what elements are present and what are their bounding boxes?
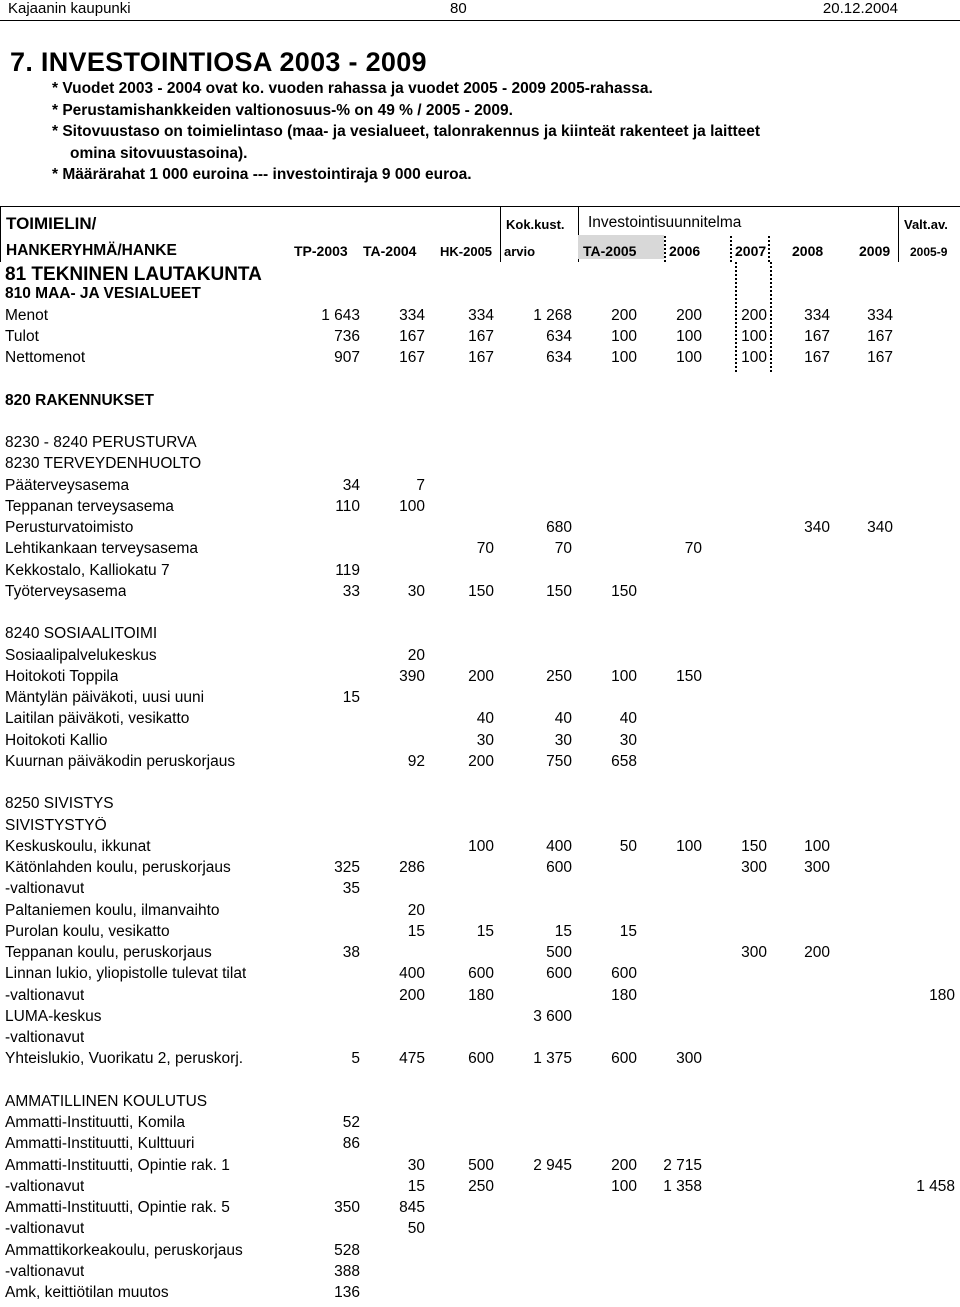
- row-label: Ammatti-Instituutti, Opintie rak. 1: [5, 1156, 230, 1174]
- col-2009: 2009: [859, 243, 891, 259]
- row-value: 325: [334, 859, 360, 876]
- row-value: 150: [468, 582, 494, 600]
- col-valtav: Valt.av.: [904, 217, 948, 232]
- row-value: 2 715: [663, 1156, 702, 1174]
- table-row: [0, 986, 960, 1007]
- col-hk2005: HK-2005: [440, 244, 493, 259]
- row-label: Nettomenot: [5, 349, 86, 366]
- row-value: 200: [611, 306, 637, 324]
- table-row: [0, 561, 960, 582]
- row-value: 2 945: [533, 1156, 572, 1174]
- note: omina sitovuustasoina).: [70, 144, 248, 162]
- row-value: 40: [619, 710, 637, 728]
- col-2007: 2007: [735, 243, 767, 259]
- row-value: 634: [546, 327, 572, 345]
- row-value: 70: [684, 540, 702, 558]
- row-value: 658: [611, 752, 637, 770]
- row-value: 180: [929, 986, 955, 1004]
- row-value: 340: [867, 519, 893, 536]
- row-value: 334: [867, 306, 893, 324]
- row-label: Amk, keittiötilan muutos: [5, 1284, 169, 1301]
- row-value: 100: [611, 349, 637, 366]
- row-label: Lehtikankaan terveysasema: [5, 540, 199, 558]
- row-value: 30: [407, 1156, 425, 1174]
- note: * Vuodet 2003 - 2004 ovat ko. vuoden rahassa ja vuodet 2005 - 2009 2005-rahassa.: [52, 80, 653, 97]
- row-label: Keskuskoulu, ikkunat: [5, 837, 151, 855]
- row-label: Mäntylän päiväkoti, uusi uuni: [5, 689, 205, 706]
- row-label: -valtionavut: [5, 1262, 85, 1280]
- table-row: [0, 624, 960, 645]
- row-value: 167: [867, 327, 893, 345]
- row-value: 167: [468, 349, 494, 366]
- row-value: 845: [399, 1199, 425, 1216]
- col-hankeryhma: HANKERYHMÄ/HANKE: [6, 242, 177, 259]
- row-value: 388: [334, 1262, 360, 1280]
- row-value: 167: [399, 327, 425, 345]
- row-value: 1 643: [321, 306, 360, 324]
- page-header: [8, 0, 898, 20]
- row-value: 300: [741, 944, 767, 961]
- table-row: [0, 667, 960, 688]
- table-row: [0, 454, 960, 475]
- row-value: 600: [468, 1050, 494, 1068]
- col-2008: 2008: [792, 243, 824, 259]
- row-label: Kätönlahden koulu, peruskorjaus: [5, 859, 231, 876]
- row-value: 33: [342, 582, 360, 600]
- row-value: 15: [476, 922, 494, 940]
- row-value: 30: [476, 731, 494, 749]
- row-value: 70: [476, 540, 494, 558]
- row-value: 100: [804, 837, 830, 855]
- row-label: 81 TEKNINEN LAUTAKUNTA: [5, 264, 262, 285]
- row-value: 907: [334, 349, 360, 366]
- header-rule: [0, 20, 960, 21]
- row-value: 167: [867, 349, 893, 366]
- row-label: SIVISTYSTYÖ: [5, 816, 107, 834]
- row-label: Tulot: [5, 327, 39, 345]
- row-label: -valtionavut: [5, 986, 85, 1004]
- row-label: Pääterveysasema: [5, 476, 130, 494]
- row-label: Yhteislukio, Vuorikatu 2, peruskorj.: [5, 1050, 244, 1068]
- row-label: Työterveysasema: [5, 582, 127, 600]
- row-value: 300: [676, 1050, 702, 1068]
- row-value: 750: [546, 752, 572, 770]
- table-row: [0, 582, 960, 603]
- table-row: [0, 369, 960, 390]
- header-page-number: 80: [450, 0, 467, 17]
- row-label: -valtionavut: [5, 1220, 85, 1238]
- row-label: Purolan koulu, vesikatto: [5, 922, 170, 940]
- row-value: 200: [804, 944, 830, 961]
- column-separator: [770, 262, 772, 372]
- row-value: 38: [342, 944, 360, 961]
- row-value: 200: [676, 306, 702, 324]
- row-label: Teppanan terveysasema: [5, 497, 174, 515]
- row-value: 680: [546, 519, 572, 536]
- row-label: Ammatti-Instituutti, Kulttuuri: [5, 1135, 195, 1153]
- table-row: [0, 306, 960, 327]
- row-value: 200: [399, 986, 425, 1004]
- table-row: [0, 646, 960, 667]
- row-value: 100: [741, 327, 767, 345]
- row-value: 136: [334, 1284, 360, 1301]
- row-value: 500: [546, 944, 572, 961]
- row-value: 300: [741, 859, 767, 876]
- row-value: 15: [407, 1177, 425, 1195]
- row-label: -valtionavut: [5, 1177, 85, 1195]
- row-label: Ammattikorkeakoulu, peruskorjaus: [5, 1241, 243, 1259]
- row-value: 5: [351, 1050, 360, 1068]
- row-value: 20: [407, 646, 425, 664]
- row-value: 15: [407, 922, 425, 940]
- table-row: [0, 837, 960, 858]
- table-row: [0, 497, 960, 518]
- row-value: 1 358: [663, 1177, 702, 1195]
- row-value: 150: [676, 667, 702, 685]
- row-value: 736: [334, 327, 360, 345]
- row-value: 70: [554, 540, 572, 558]
- table-row: [0, 1198, 960, 1219]
- row-value: 350: [334, 1199, 360, 1216]
- col-2006: 2006: [669, 243, 701, 259]
- col-toimielin: TOIMIELIN/: [6, 214, 97, 233]
- col-ta2004: TA-2004: [363, 243, 417, 259]
- row-value: 475: [399, 1050, 425, 1068]
- row-value: 150: [741, 837, 767, 855]
- table-row: [0, 391, 960, 412]
- table-row: [0, 709, 960, 730]
- row-label: 8240 SOSIAALITOIMI: [5, 625, 158, 643]
- row-value: 100: [399, 497, 425, 515]
- table-row: [0, 476, 960, 497]
- row-label: Ammatti-Instituutti, Opintie rak. 5: [5, 1199, 230, 1216]
- column-header: [0, 206, 960, 262]
- row-value: 110: [335, 497, 360, 515]
- row-value: 52: [342, 1114, 360, 1131]
- row-value: 167: [468, 327, 494, 345]
- row-label: Paltaniemen koulu, ilmanvaihto: [5, 901, 220, 919]
- row-value: 92: [407, 752, 425, 770]
- notes: [52, 78, 760, 186]
- table-row: [0, 1262, 960, 1283]
- table-row: [0, 773, 960, 794]
- table-row: [0, 1007, 960, 1028]
- table-row: [0, 1156, 960, 1177]
- table-row: [0, 1092, 960, 1113]
- row-value: 334: [804, 306, 830, 324]
- table-row: [0, 752, 960, 773]
- row-value: 180: [611, 986, 637, 1004]
- table-row: [0, 263, 960, 284]
- row-value: 15: [554, 922, 572, 940]
- header-date: 20.12.2004: [822, 0, 898, 17]
- row-value: 200: [468, 667, 494, 685]
- col-tp2003: TP-2003: [294, 243, 348, 259]
- row-label: AMMATILLINEN KOULUTUS: [5, 1092, 208, 1110]
- table-row: [0, 1028, 960, 1049]
- row-value: 50: [407, 1220, 425, 1238]
- row-value: 334: [468, 306, 494, 324]
- table-row: [0, 731, 960, 752]
- row-value: 3 600: [533, 1007, 572, 1025]
- row-value: 40: [554, 710, 572, 728]
- row-value: 7: [416, 476, 425, 494]
- row-label: Sosiaalipalvelukeskus: [5, 646, 157, 664]
- row-value: 1 268: [533, 306, 572, 324]
- row-value: 100: [676, 837, 702, 855]
- row-value: 20: [407, 901, 425, 919]
- table-row: [0, 943, 960, 964]
- row-value: 35: [342, 880, 360, 898]
- table-row: [0, 964, 960, 985]
- col-investointisuunnitelma: Investointisuunnitelma: [588, 214, 742, 231]
- row-value: 500: [468, 1156, 494, 1174]
- table-row: [0, 922, 960, 943]
- row-value: 250: [468, 1177, 494, 1195]
- table-row: [0, 539, 960, 560]
- row-value: 300: [804, 859, 830, 876]
- row-label: Perusturvatoimisto: [5, 519, 134, 536]
- column-separator: [735, 262, 737, 372]
- table-row: [0, 879, 960, 900]
- table-row: [0, 348, 960, 369]
- row-label: 8230 - 8240 PERUSTURVA: [5, 434, 197, 451]
- row-value: 600: [546, 859, 572, 876]
- row-value: 15: [619, 922, 637, 940]
- row-value: 167: [804, 327, 830, 345]
- row-value: 100: [611, 1177, 637, 1195]
- row-value: 528: [334, 1241, 360, 1259]
- table-row: [0, 794, 960, 815]
- table-row: [0, 1283, 960, 1304]
- row-value: 86: [342, 1135, 360, 1153]
- row-value: 100: [741, 349, 767, 366]
- row-label: Hoitokoti Toppila: [5, 667, 119, 685]
- row-value: 400: [399, 965, 425, 983]
- table-row: [0, 1241, 960, 1262]
- row-value: 100: [611, 327, 637, 345]
- row-label: -valtionavut: [5, 1029, 85, 1046]
- note: * Perustamishankkeiden valtionosuus-% on 49 % / 2005 - 2009.: [52, 101, 513, 119]
- row-value: 150: [611, 582, 637, 600]
- row-value: 180: [468, 986, 494, 1004]
- row-label: Hoitokoti Kallio: [5, 731, 108, 749]
- table-row: [0, 284, 960, 305]
- row-value: 1 375: [533, 1050, 572, 1068]
- row-label: -valtionavut: [5, 880, 85, 898]
- note: * Määrärahat 1 000 euroina --- investointiraja 9 000 euroa.: [52, 166, 472, 183]
- row-value: 334: [399, 306, 425, 324]
- row-value: 400: [546, 837, 572, 855]
- row-label: 810 MAA- JA VESIALUEET: [5, 285, 201, 303]
- row-label: Kekkostalo, Kalliokatu 7: [5, 561, 170, 579]
- row-value: 286: [399, 859, 425, 876]
- row-value: 40: [476, 710, 494, 728]
- row-value: 600: [468, 965, 494, 983]
- table-row: [0, 1177, 960, 1198]
- page-title: 7. INVESTOINTIOSA 2003 - 2009: [10, 47, 427, 77]
- row-value: 167: [399, 349, 425, 366]
- table-row: [0, 1134, 960, 1155]
- row-value: 30: [407, 582, 425, 600]
- table-row: [0, 858, 960, 879]
- row-value: 200: [611, 1156, 637, 1174]
- row-value: 600: [611, 965, 637, 983]
- row-value: 50: [619, 837, 637, 855]
- row-label: 8250 SIVISTYS: [5, 795, 114, 813]
- row-value: 30: [619, 731, 637, 749]
- table-row: [0, 688, 960, 709]
- row-label: 8230 TERVEYDENHUOLTO: [5, 455, 202, 473]
- table-row: [0, 433, 960, 454]
- row-label: Teppanan koulu, peruskorjaus: [5, 944, 212, 961]
- row-value: 100: [611, 667, 637, 685]
- row-value: 1 458: [916, 1177, 955, 1195]
- row-value: 100: [676, 327, 702, 345]
- row-value: 600: [546, 965, 572, 983]
- row-value: 150: [546, 582, 572, 600]
- row-value: 390: [399, 667, 425, 685]
- row-value: 100: [468, 837, 494, 855]
- row-value: 167: [804, 349, 830, 366]
- table-row: [0, 412, 960, 433]
- col-kokkust: Kok.kust.: [506, 217, 565, 232]
- col-ta2005: TA-2005: [583, 243, 637, 259]
- row-value: 250: [546, 667, 572, 685]
- col-arvio: arvio: [504, 244, 536, 259]
- table-row: [0, 327, 960, 348]
- note: * Sitovuustaso on toimielintaso (maa- ja vesialueet, talonrakennus ja kiinteät rakenteet ja laitteet: [52, 123, 761, 140]
- row-value: 600: [611, 1050, 637, 1068]
- row-value: 119: [335, 561, 360, 579]
- table-row: [0, 1113, 960, 1134]
- table-row: [0, 901, 960, 922]
- row-value: 340: [804, 519, 830, 536]
- row-value: 200: [741, 306, 767, 324]
- row-label: Menot: [5, 306, 49, 324]
- row-value: 15: [342, 689, 360, 706]
- table-row: [0, 1049, 960, 1070]
- table-row: [0, 816, 960, 837]
- row-value: 200: [468, 752, 494, 770]
- table-row: [0, 1071, 960, 1092]
- table-row: [0, 1219, 960, 1240]
- col-valt-years: 2005-9: [910, 245, 948, 259]
- row-label: Ammatti-Instituutti, Komila: [5, 1114, 186, 1131]
- table-row: [0, 518, 960, 539]
- row-value: 634: [546, 349, 572, 366]
- row-label: Laitilan päiväkoti, vesikatto: [5, 710, 190, 728]
- table-row: [0, 603, 960, 624]
- row-value: 34: [342, 476, 360, 494]
- row-label: Linnan lukio, yliopistolle tulevat tilat: [5, 965, 247, 983]
- row-value: 100: [676, 349, 702, 366]
- header-city: Kajaanin kaupunki: [8, 0, 131, 17]
- row-label: 820 RAKENNUKSET: [5, 391, 155, 409]
- row-label: LUMA-keskus: [5, 1007, 102, 1025]
- row-value: 30: [554, 731, 572, 749]
- row-label: Kuurnan päiväkodin peruskorjaus: [5, 752, 236, 770]
